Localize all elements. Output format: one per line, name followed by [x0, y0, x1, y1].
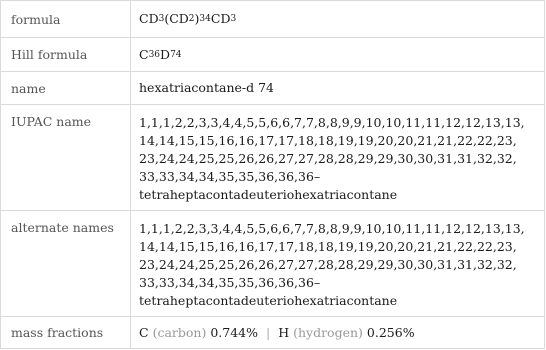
row-iupac-name: [1, 105, 544, 211]
iupac-name-line: tetraheptacontadeuteriohexatriacontane: [139, 187, 398, 202]
mass-fractions-label: mass fractions: [1, 317, 131, 348]
formula-label: formula: [1, 1, 131, 37]
mass-fraction-separator: |: [265, 324, 271, 340]
iupac-name-line: 33,33,34,34,35,35,36,36,36–: [139, 169, 321, 184]
name-label: name: [1, 72, 131, 104]
row-name: [1, 72, 544, 105]
mass-fraction-symbol: C: [139, 324, 149, 340]
row-mass-fractions: [1, 317, 544, 348]
iupac-name-line: 14,14,15,15,16,16,17,17,18,18,19,19,20,20,21,21,22,22,23,: [139, 133, 517, 148]
alternate-name-line: 14,14,15,15,16,16,17,17,18,18,19,19,20,20,21,21,22,22,23,: [139, 239, 517, 254]
hill-formula-part: C: [139, 46, 149, 62]
formula-part: CD: [139, 11, 159, 26]
iupac-name-line: 23,24,24,25,25,26,26,27,27,28,28,29,29,30,30,31,31,32,32,: [139, 151, 517, 166]
alternate-names-label: alternate names: [1, 211, 131, 316]
hill-formula-part: D: [160, 46, 171, 62]
mass-fractions-value: [131, 317, 544, 348]
name-value: hexatriacontane-d 74: [139, 80, 275, 95]
row-formula: [1, 1, 544, 38]
alternate-name-line: 33,33,34,34,35,35,36,36,36–: [139, 275, 321, 290]
alternate-name-line: 1,1,1,2,2,3,3,4,4,5,5,6,6,7,7,8,8,9,9,10,10,11,11,12,12,13,13,: [139, 221, 525, 236]
iupac-name-label: IUPAC name: [1, 105, 131, 210]
mass-fraction-value: 0.744%: [210, 324, 258, 340]
alternate-names-value: [131, 211, 544, 316]
mass-fraction-value: 0.256%: [366, 324, 415, 340]
mass-fraction-symbol: H: [278, 324, 290, 340]
formula-part: (CD: [164, 11, 189, 26]
row-alternate-names: [1, 211, 544, 317]
hill-formula-label: Hill formula: [1, 38, 131, 71]
hill-formula-value: C 36 D 74: [139, 46, 182, 62]
iupac-name-value: [131, 105, 544, 210]
alternate-name-line: tetraheptacontadeuteriohexatriacontane: [139, 293, 398, 308]
mass-fraction-element: (carbon): [152, 324, 207, 340]
row-hill-formula: [1, 38, 544, 72]
alternate-name-line: 23,24,24,25,25,26,26,27,27,28,28,29,29,30,30,31,31,32,32,: [139, 257, 517, 272]
formula-value: CD 3 (CD 2 ) 34 CD 3: [139, 11, 237, 26]
mass-fraction-element: (hydrogen): [293, 324, 363, 340]
iupac-name-line: 1,1,1,2,2,3,3,4,4,5,5,6,6,7,7,8,8,9,9,10,10,11,11,12,12,13,13,: [139, 115, 525, 130]
formula-part: CD: [210, 11, 231, 26]
formula-part: ): [194, 11, 200, 26]
